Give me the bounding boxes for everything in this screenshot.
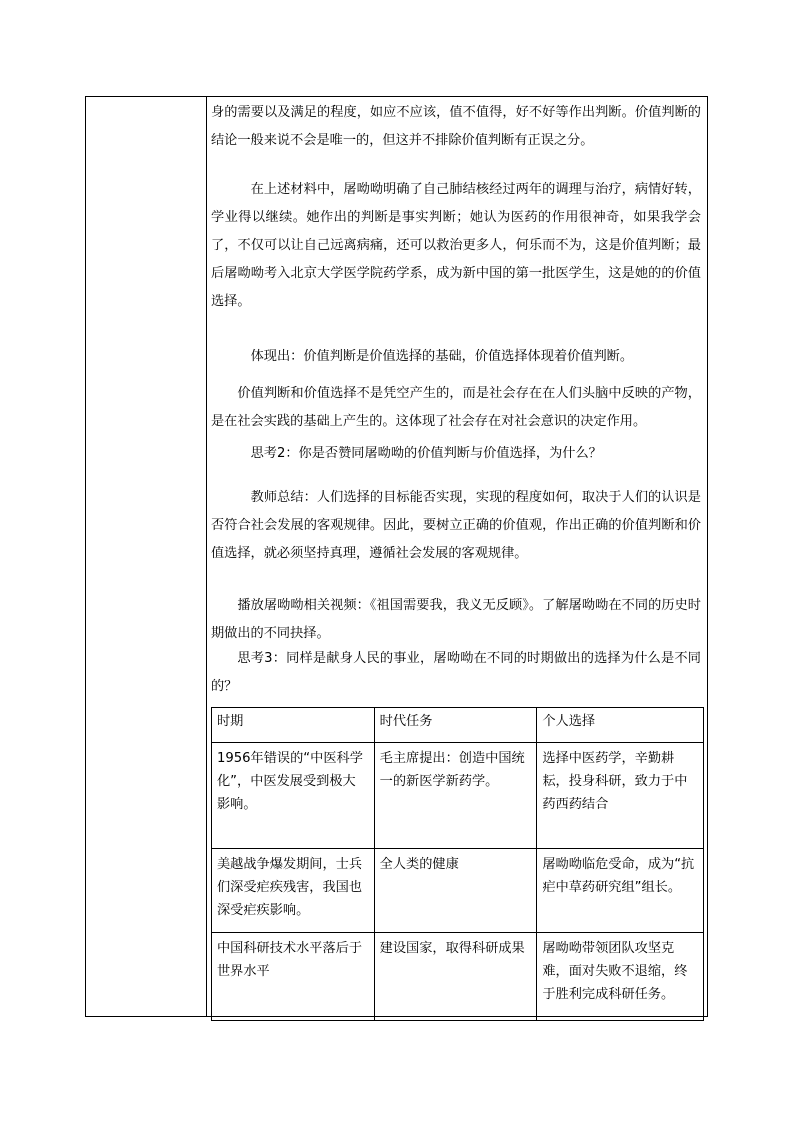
paragraph-video: 播放屠呦呦相关视频：《祖国需要我，我义无反顾》。了解屠呦呦在不同的历史时期做出的不同抉择。 [211, 598, 701, 641]
table-cell: 全人类的健康 [374, 849, 537, 933]
table-header-row [212, 708, 704, 743]
table-cell: 中国科研技术水平落后于世界水平 [212, 933, 375, 1021]
comparison-table [211, 707, 704, 1021]
table-cell: 1956年错误的“中医科学化”，中医发展受到极大影响。 [212, 743, 375, 849]
lesson-table [85, 96, 708, 1017]
table-header-cell: 个人选择 [537, 708, 704, 743]
table-header-cell: 时代任务 [374, 708, 537, 743]
table-row [212, 849, 704, 933]
table-cell: 毛主席提出：创造中国统一的新医学新药学。 [374, 743, 537, 849]
paragraph-thinking-2: 思考2：你是否赞同屠呦呦的价值判断与价值选择，为什么？ [250, 446, 602, 461]
paragraph-conclusion: 体现出：价值判断是价值选择的基础，价值选择体现着价值判断。 [250, 349, 634, 364]
content-cell [207, 97, 707, 1016]
paragraph-value-judgment: 身的需要以及满足的程度，如应不应该，值不值得，好不好等作出判断。价值判断的结论一般来说不会是唯一的，但这并不排除价值判断有正误之分。 [211, 105, 701, 148]
table-cell: 屠呦呦带领团队攻坚克难，面对失败不退缩，终于胜利完成科研任务。 [537, 933, 704, 1021]
paragraph-material-analysis: 在上述材料中，屠呦呦明确了自己肺结核经过两年的调理与治疗，病情好转，学业得以继续。她作出的判断是事实判断；她认为医药的作用很神奇，如果我学会了，不仅可以让自己远离病痛，还可以救治更多人，何乐而不为，这是价值判断；最后屠呦呦考入北京大学医学院药学系，成为新中国的第一批医学生，这是她的的价值选择。 [211, 182, 701, 309]
paragraph-social-existence: 价值判断和价值选择不是凭空产生的，而是社会存在在人们头脑中反映的产物，是在社会实践的基础上产生的。这体现了社会存在对社会意识的决定作用。 [211, 386, 701, 429]
table-row [212, 933, 704, 1021]
table-cell: 屠呦呦临危受命，成为“抗疟中草药研究组”组长。 [537, 849, 704, 933]
table-cell: 建设国家，取得科研成果 [374, 933, 537, 1021]
table-cell: 美越战争爆发期间，士兵们深受疟疾残害，我国也深受疟疾影响。 [212, 849, 375, 933]
paragraph-teacher-summary: 教师总结：人们选择的目标能否实现，实现的程度如何，取决于人们的认识是否符合社会发展的客观规律。因此，要树立正确的价值观，作出正确的价值判断和价值选择，就必须坚持真理，遵循社会发展的客观规律。 [211, 490, 701, 561]
table-cell: 选择中医药学，辛勤耕耘，投身科研，致力于中药西药结合 [537, 743, 704, 849]
table-row [212, 743, 704, 849]
paragraph-thinking-3: 思考3：同样是献身人民的事业，屠呦呦在不同的时期做出的选择为什么是不同的？ [211, 651, 701, 694]
table-header-cell: 时期 [212, 708, 375, 743]
